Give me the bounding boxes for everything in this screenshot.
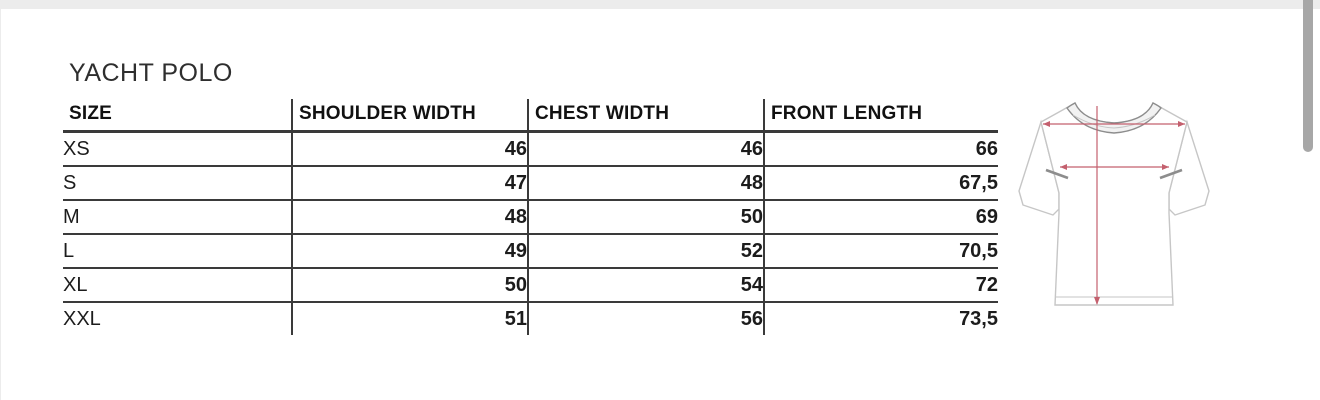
measurement-value: 46 (292, 132, 528, 167)
size-chart-body (63, 132, 998, 336)
measurement-value: 48 (292, 200, 528, 234)
size-chart-table (63, 99, 998, 335)
size-label: L (63, 234, 292, 268)
tshirt-measurement-diagram (1013, 93, 1215, 323)
page-title: YACHT POLO (69, 59, 233, 87)
column-header-shoulder-width: SHOULDER WIDTH (292, 99, 528, 132)
size-chart-row-xl (63, 268, 998, 302)
measurement-value: 49 (292, 234, 528, 268)
measurement-value: 50 (292, 268, 528, 302)
size-label: XL (63, 268, 292, 302)
column-header-front-length: FRONT LENGTH (764, 99, 998, 132)
measurement-value: 48 (528, 166, 764, 200)
column-header-size: SIZE (63, 99, 292, 132)
measurement-value: 66 (764, 132, 998, 167)
size-chart-row-s (63, 166, 998, 200)
measurement-value: 56 (528, 302, 764, 335)
measurement-value: 47 (292, 166, 528, 200)
size-label: M (63, 200, 292, 234)
size-label: XXL (63, 307, 101, 330)
measurement-value: 67,5 (764, 166, 998, 200)
column-header-chest-width: CHEST WIDTH (528, 99, 764, 132)
measurement-value: 50 (528, 200, 764, 234)
measurement-value: 73,5 (764, 302, 998, 335)
measurement-value: 72 (764, 268, 998, 302)
measurement-value: 46 (528, 132, 764, 167)
page-top-edge (1, 0, 1320, 9)
measurement-value: 51 (292, 302, 528, 335)
size-chart-row-xxl (63, 302, 998, 335)
size-chart-row-l (63, 234, 998, 268)
size-chart-row-m (63, 200, 998, 234)
measurement-value: 70,5 (764, 234, 998, 268)
vertical-scrollbar-thumb[interactable] (1303, 0, 1313, 152)
measurement-value: 54 (528, 268, 764, 302)
size-chart-row-xs (63, 132, 998, 167)
measurement-value: 52 (528, 234, 764, 268)
tshirt-diagram-svg (1013, 93, 1215, 323)
size-label: XS (63, 132, 292, 167)
measurement-value: 69 (764, 200, 998, 234)
size-chart-header-row (63, 99, 998, 132)
size-label: S (63, 166, 292, 200)
